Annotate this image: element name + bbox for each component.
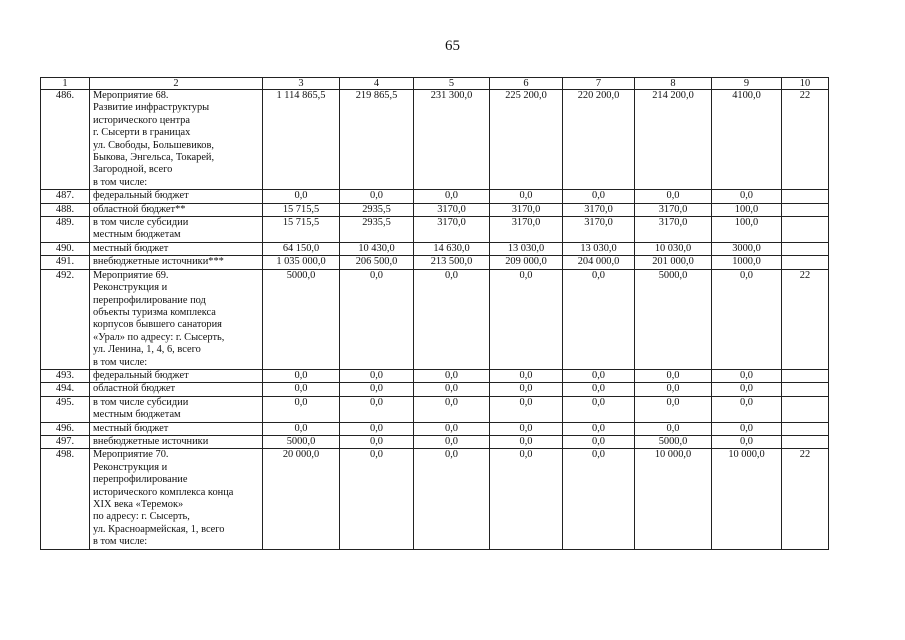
year-value: 0,0	[712, 422, 782, 435]
total-value: 0,0	[263, 369, 340, 382]
year-value: 0,0	[340, 396, 414, 422]
measure-name: областной бюджет	[90, 383, 263, 396]
target-indicator	[782, 242, 829, 255]
year-value: 100,0	[712, 203, 782, 216]
year-value: 0,0	[490, 190, 563, 203]
year-value: 0,0	[563, 396, 635, 422]
total-value: 1 035 000,0	[263, 256, 340, 269]
measure-name: Мероприятие 68. Развитие инфраструктуры исторического центра г. Сысерти в границах ул. Свободы, Большевиков, Быкова, Энгельса, Токарей, Загородной, всего в том числе:	[90, 90, 263, 190]
year-value: 3170,0	[414, 217, 490, 243]
year-value: 0,0	[414, 396, 490, 422]
year-value: 0,0	[340, 435, 414, 448]
year-value: 220 200,0	[563, 90, 635, 190]
row-number: 492.	[41, 269, 90, 369]
year-value: 0,0	[712, 435, 782, 448]
year-value: 0,0	[712, 396, 782, 422]
year-value: 0,0	[414, 422, 490, 435]
year-value: 10 000,0	[635, 449, 712, 549]
column-header: 9	[712, 78, 782, 90]
year-value: 0,0	[635, 190, 712, 203]
total-value: 0,0	[263, 396, 340, 422]
year-value: 213 500,0	[414, 256, 490, 269]
total-value: 0,0	[263, 190, 340, 203]
year-value: 201 000,0	[635, 256, 712, 269]
year-value: 10 000,0	[712, 449, 782, 549]
year-value: 4100,0	[712, 90, 782, 190]
year-value: 5000,0	[635, 435, 712, 448]
row-number: 495.	[41, 396, 90, 422]
total-value: 15 715,5	[263, 203, 340, 216]
column-number-row	[41, 78, 829, 90]
row-number: 491.	[41, 256, 90, 269]
column-header: 8	[635, 78, 712, 90]
year-value: 0,0	[490, 422, 563, 435]
year-value: 0,0	[340, 269, 414, 369]
year-value: 3170,0	[563, 203, 635, 216]
column-header: 10	[782, 78, 829, 90]
year-value: 0,0	[563, 422, 635, 435]
year-value: 0,0	[340, 449, 414, 549]
total-value: 64 150,0	[263, 242, 340, 255]
year-value: 0,0	[635, 422, 712, 435]
total-value: 0,0	[263, 383, 340, 396]
measure-name: местный бюджет	[90, 242, 263, 255]
table-row	[41, 217, 829, 243]
table-row	[41, 242, 829, 255]
total-value: 1 114 865,5	[263, 90, 340, 190]
row-number: 490.	[41, 242, 90, 255]
target-indicator	[782, 217, 829, 243]
year-value: 0,0	[340, 190, 414, 203]
year-value: 3170,0	[490, 203, 563, 216]
year-value: 0,0	[635, 369, 712, 382]
row-number: 486.	[41, 90, 90, 190]
table-row	[41, 369, 829, 382]
column-header: 6	[490, 78, 563, 90]
target-indicator	[782, 256, 829, 269]
year-value: 3170,0	[635, 203, 712, 216]
year-value: 0,0	[414, 383, 490, 396]
year-value: 13 030,0	[563, 242, 635, 255]
column-header: 1	[41, 78, 90, 90]
row-number: 488.	[41, 203, 90, 216]
year-value: 0,0	[490, 449, 563, 549]
total-value: 20 000,0	[263, 449, 340, 549]
year-value: 3000,0	[712, 242, 782, 255]
target-indicator: 22	[782, 269, 829, 369]
year-value: 5000,0	[635, 269, 712, 369]
column-header: 5	[414, 78, 490, 90]
table-row	[41, 449, 829, 549]
year-value: 14 630,0	[414, 242, 490, 255]
year-value: 0,0	[712, 369, 782, 382]
total-value: 15 715,5	[263, 217, 340, 243]
table-row	[41, 90, 829, 190]
year-value: 1000,0	[712, 256, 782, 269]
target-indicator	[782, 190, 829, 203]
year-value: 0,0	[340, 369, 414, 382]
column-header: 7	[563, 78, 635, 90]
measure-name: федеральный бюджет	[90, 369, 263, 382]
year-value: 10 430,0	[340, 242, 414, 255]
year-value: 10 030,0	[635, 242, 712, 255]
row-number: 497.	[41, 435, 90, 448]
measure-name: федеральный бюджет	[90, 190, 263, 203]
measure-name: Мероприятие 70. Реконструкция и перепрофилирование исторического комплекса конца XIX века «Теремок» по адресу: г. Сысерть, ул. Красноармейская, 1, всего в том числе:	[90, 449, 263, 549]
year-value: 3170,0	[563, 217, 635, 243]
row-number: 494.	[41, 383, 90, 396]
year-value: 0,0	[563, 449, 635, 549]
measure-name: в том числе субсидии местным бюджетам	[90, 217, 263, 243]
total-value: 0,0	[263, 422, 340, 435]
table-row	[41, 256, 829, 269]
target-indicator: 22	[782, 90, 829, 190]
year-value: 13 030,0	[490, 242, 563, 255]
year-value: 0,0	[414, 369, 490, 382]
row-number: 489.	[41, 217, 90, 243]
table-row	[41, 422, 829, 435]
total-value: 5000,0	[263, 435, 340, 448]
year-value: 0,0	[712, 190, 782, 203]
year-value: 0,0	[490, 369, 563, 382]
year-value: 219 865,5	[340, 90, 414, 190]
year-value: 0,0	[563, 369, 635, 382]
budget-table	[40, 77, 829, 550]
row-number: 496.	[41, 422, 90, 435]
year-value: 0,0	[414, 435, 490, 448]
measure-name: в том числе субсидии местным бюджетам	[90, 396, 263, 422]
column-header: 4	[340, 78, 414, 90]
year-value: 206 500,0	[340, 256, 414, 269]
year-value: 0,0	[414, 190, 490, 203]
row-number: 487.	[41, 190, 90, 203]
target-indicator	[782, 383, 829, 396]
year-value: 0,0	[490, 396, 563, 422]
year-value: 3170,0	[490, 217, 563, 243]
year-value: 214 200,0	[635, 90, 712, 190]
table-row	[41, 435, 829, 448]
year-value: 3170,0	[414, 203, 490, 216]
target-indicator	[782, 422, 829, 435]
year-value: 0,0	[340, 383, 414, 396]
year-value: 100,0	[712, 217, 782, 243]
year-value: 0,0	[635, 383, 712, 396]
table-row	[41, 269, 829, 369]
row-number: 498.	[41, 449, 90, 549]
year-value: 0,0	[414, 449, 490, 549]
year-value: 3170,0	[635, 217, 712, 243]
year-value: 0,0	[635, 396, 712, 422]
year-value: 0,0	[563, 190, 635, 203]
year-value: 0,0	[563, 269, 635, 369]
year-value: 0,0	[712, 269, 782, 369]
year-value: 0,0	[414, 269, 490, 369]
row-number: 493.	[41, 369, 90, 382]
target-indicator	[782, 369, 829, 382]
total-value: 5000,0	[263, 269, 340, 369]
measure-name: областной бюджет**	[90, 203, 263, 216]
column-header: 3	[263, 78, 340, 90]
measure-name: внебюджетные источники	[90, 435, 263, 448]
table-row	[41, 383, 829, 396]
year-value: 2935,5	[340, 203, 414, 216]
year-value: 204 000,0	[563, 256, 635, 269]
target-indicator	[782, 396, 829, 422]
year-value: 0,0	[563, 383, 635, 396]
page-number: 65	[445, 38, 460, 54]
column-header: 2	[90, 78, 263, 90]
table-row	[41, 396, 829, 422]
measure-name: местный бюджет	[90, 422, 263, 435]
measure-name: Мероприятие 69. Реконструкция и перепрофилирование под объекты туризма комплекса корпусов бывшего санатория «Урал» по адресу: г. Сысерть, ул. Ленина, 1, 4, 6, всего в том числе:	[90, 269, 263, 369]
year-value: 225 200,0	[490, 90, 563, 190]
table-row	[41, 190, 829, 203]
target-indicator	[782, 435, 829, 448]
target-indicator	[782, 203, 829, 216]
year-value: 0,0	[563, 435, 635, 448]
year-value: 2935,5	[340, 217, 414, 243]
target-indicator: 22	[782, 449, 829, 549]
year-value: 209 000,0	[490, 256, 563, 269]
year-value: 0,0	[712, 383, 782, 396]
year-value: 0,0	[490, 435, 563, 448]
table-row	[41, 203, 829, 216]
year-value: 0,0	[490, 383, 563, 396]
year-value: 231 300,0	[414, 90, 490, 190]
measure-name: внебюджетные источники***	[90, 256, 263, 269]
year-value: 0,0	[340, 422, 414, 435]
year-value: 0,0	[490, 269, 563, 369]
